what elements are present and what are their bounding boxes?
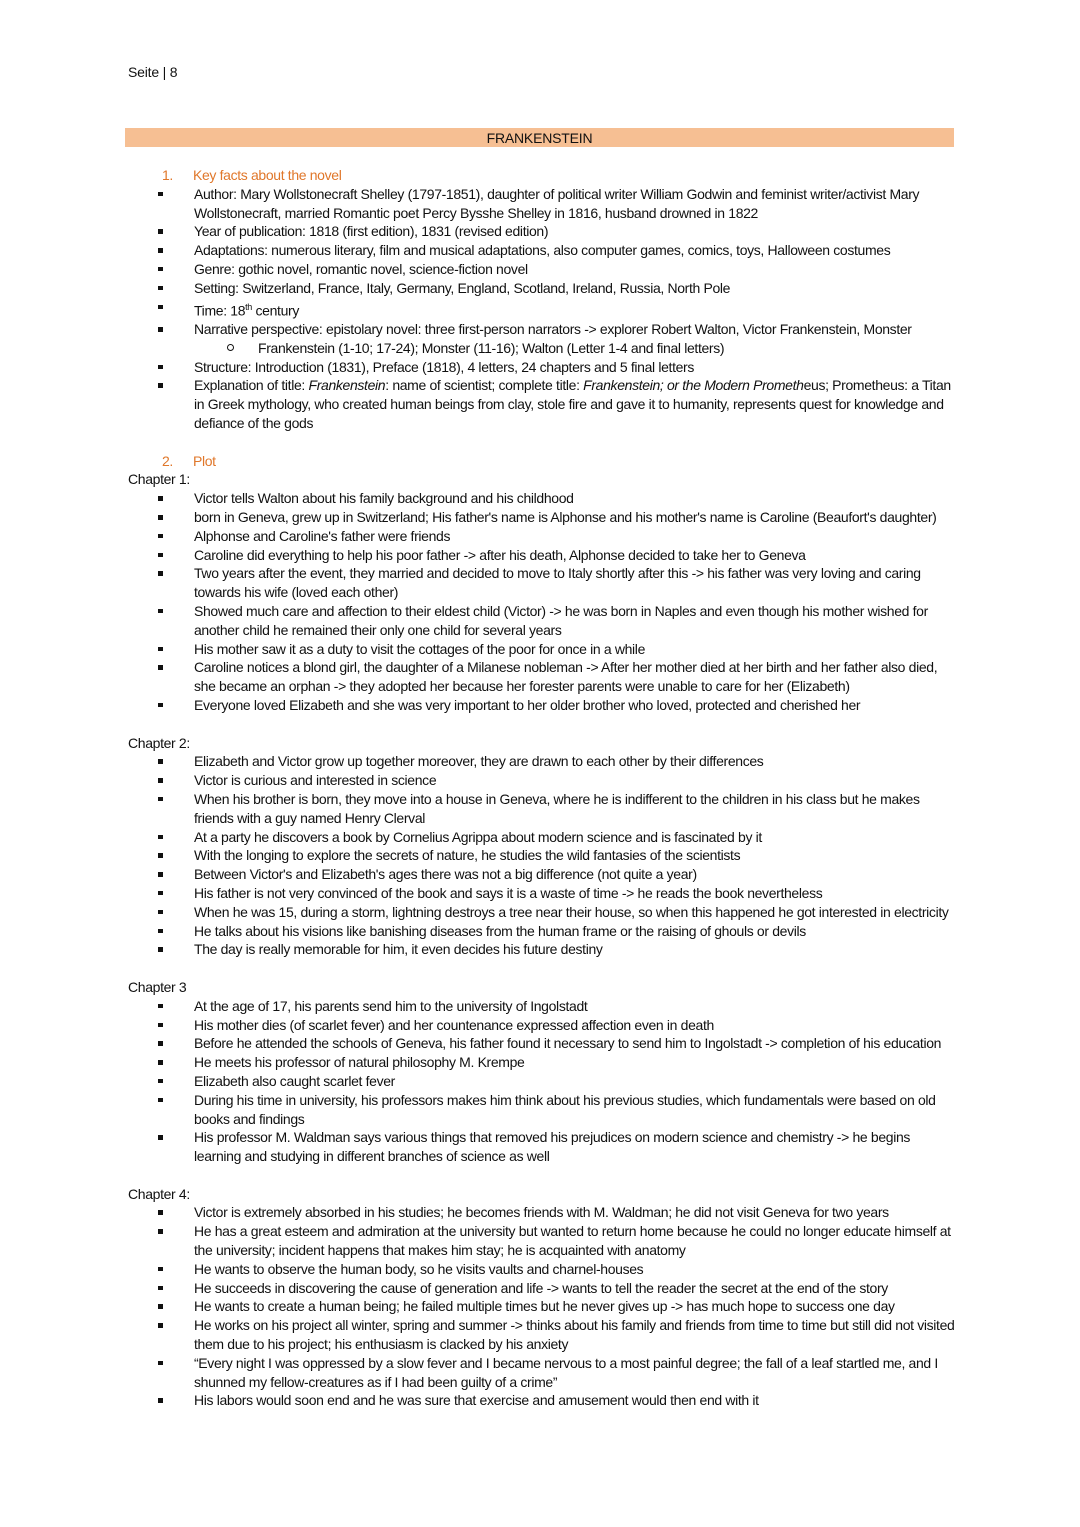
list-item: Structure: Introduction (1831), Preface (1818), 4 letters, 24 chapters and 5 final letters — [128, 358, 958, 377]
list-item: Victor is extremely absorbed in his studies; he becomes friends with M. Waldman; he did not visit Geneva for two years — [128, 1203, 958, 1222]
list-item: Adaptations: numerous literary, film and musical adaptations, also computer games, comics, toys, Halloween costumes — [128, 241, 958, 260]
list-item: born in Geneva, grew up in Switzerland; His father's name is Alphonse and his mother's name is Caroline (Beaufort's daughter) — [128, 508, 958, 527]
chapter-1 — [128, 470, 958, 714]
sub-list-item: Frankenstein (1-10; 17-24); Monster (11-16); Walton (Letter 1-4 and final letters) — [128, 339, 958, 358]
section-title: Plot — [193, 452, 216, 469]
document-title: FRANKENSTEIN — [486, 129, 593, 146]
list-item: His father is not very convinced of the book and says it is a waste of time -> he reads the book nevertheless — [128, 884, 958, 903]
list-item: With the longing to explore the secrets of nature, he studies the wild fantasies of the scientists — [128, 846, 958, 865]
list-item: He meets his professor of natural philosophy M. Krempe — [128, 1053, 958, 1072]
document-body — [128, 166, 958, 1410]
chapter-title: Chapter 3 — [128, 978, 187, 995]
time-superscript: th — [245, 301, 252, 312]
list-item: Before he attended the schools of Geneva, his father found it necessary to send him to Ingolstadt -> completion of his education — [128, 1034, 958, 1053]
chapter-4-list — [128, 1203, 958, 1410]
title-expl-italic: Frankenstein — [308, 377, 386, 394]
list-item: Elizabeth also caught scarlet fever — [128, 1072, 958, 1091]
time-suffix: century — [251, 302, 299, 319]
list-item: Everyone loved Elizabeth and she was very important to her older brother who loved, protected and cherished her — [128, 696, 958, 715]
chapter-title: Chapter 4: — [128, 1185, 190, 1202]
list-item: Setting: Switzerland, France, Italy, Germany, England, Scotland, Ireland, Russia, North Pole — [128, 279, 958, 298]
list-item: “Every night I was oppressed by a slow fever and I became nervous to a most painful degree; the fall of a leaf startled me, and I shunned my fellow-creatures as if I had been guilty of a crime” — [128, 1354, 958, 1392]
chapter-title: Chapter 2: — [128, 734, 190, 751]
title-expl-text: : name of scientist; complete title: — [385, 377, 584, 394]
list-item: Victor tells Walton about his family background and his childhood — [128, 489, 958, 508]
chapter-4 — [128, 1185, 958, 1411]
page-number: Seite | 8 — [128, 64, 178, 80]
section-title: Key facts about the novel — [193, 167, 342, 183]
list-item: The day is really memorable for him, it even decides his future destiny — [128, 940, 958, 959]
title-bar — [125, 128, 954, 147]
list-item: When he was 15, during a storm, lightning destroys a tree near their house, so when this happened he got interested in electricity — [128, 903, 958, 922]
list-item: Elizabeth and Victor grow up together moreover, they are drawn to each other by their differences — [128, 752, 958, 771]
list-item: His mother dies (of scarlet fever) and her countenance expressed affection even in death — [128, 1016, 958, 1035]
list-item: At the age of 17, his parents send him to the university of Ingolstadt — [128, 997, 958, 1016]
list-item — [128, 320, 958, 358]
title-expl-italic: Frankenstein; or the Modern Prometh — [583, 377, 804, 394]
chapter-2-list — [128, 752, 958, 959]
chapter-2 — [128, 734, 958, 960]
list-item: He has a great esteem and admiration at the university but wanted to return home because he could no longer educate himself at the university; incident happens that makes him stay; he is acquainted with anatomy — [128, 1222, 958, 1260]
title-expl-text: eus; Prometheus: a Titan in Greek mythology, who created human beings from clay, stole fire and gave it to humanity, represents quest for knowledge and defiance of the gods — [194, 377, 951, 432]
list-item: Caroline did everything to help his poor father -> after his death, Alphonse decided to take her to Geneva — [128, 546, 958, 565]
list-item-title-explanation — [128, 376, 958, 432]
section-heading-key-facts — [162, 166, 958, 185]
list-item: His professor M. Waldman says various things that removed his prejudices on modern science and chemistry -> he begins learning and studying in different branches of science as well — [128, 1128, 958, 1166]
section-number: 1. — [162, 167, 173, 183]
list-item: His labors would soon end and he was sure that exercise and amusement would then end with it — [128, 1391, 958, 1410]
list-item: Year of publication: 1818 (first edition), 1831 (revised edition) — [128, 222, 958, 241]
list-item: He works on his project all winter, spring and summer -> thinks about his family and friends from time to time but still did not visited them due to his project; his enthusiasm is clacked by his anxiety — [128, 1316, 958, 1354]
list-item: He talks about his visions like banishing diseases from the human frame or the raising of ghouls or devils — [128, 922, 958, 941]
chapter-3 — [128, 978, 958, 1166]
list-item: Showed much care and affection to their eldest child (Victor) -> he was born in Naples and even though his mother wished for another child he remained their only one child for several years — [128, 602, 958, 640]
list-item: Genre: gothic novel, romantic novel, science-fiction novel — [128, 260, 958, 279]
list-item-time — [128, 298, 958, 320]
chapter-title: Chapter 1: — [128, 471, 190, 488]
list-item: When his brother is born, they move into a house in Geneva, where he is indifferent to the children in his class but he makes friends with a guy named Henry Clerval — [128, 790, 958, 828]
narrative-perspective: Narrative perspective: epistolary novel: three first-person narrators -> explorer Robert Walton, Victor Frankenstein, Monster — [194, 321, 912, 338]
list-item: During his time in university, his professors makes him think about his previous studies, which fundamentals were based on old books and findings — [128, 1091, 958, 1129]
list-item: He wants to observe the human body, so he visits vaults and charnel-houses — [128, 1260, 958, 1279]
section-number: 2. — [162, 452, 173, 469]
list-item: Caroline notices a blond girl, the daughter of a Milanese nobleman -> After her mother died at her birth and her father also died, she became an orphan -> they adopted her because her forester parents were unable to care for her (Elizabeth) — [128, 658, 958, 696]
chapter-3-list — [128, 997, 958, 1166]
list-item: He succeeds in discovering the cause of generation and life -> wants to tell the reader the secret at the end of the story — [128, 1279, 958, 1298]
time-prefix: Time: 18 — [194, 302, 246, 319]
list-item: Alphonse and Caroline's father were friends — [128, 527, 958, 546]
chapter-1-list — [128, 489, 958, 715]
list-item: His mother saw it as a duty to visit the cottages of the poor for once in a while — [128, 640, 958, 659]
list-item: Author: Mary Wollstonecraft Shelley (1797-1851), daughter of political writer William Godwin and feminist writer/activist Mary Wollstonecraft, married Romantic poet Percy Bysshe Shelley in 1816, husband drowned in 1822 — [128, 185, 958, 223]
list-item: Between Victor's and Elizabeth's ages there was not a big difference (not quite a year) — [128, 865, 958, 884]
list-item: Victor is curious and interested in science — [128, 771, 958, 790]
list-item: Two years after the event, they married and decided to move to Italy shortly after this -> his father was very loving and caring towards his wife (loved each other) — [128, 564, 958, 602]
key-facts-list — [128, 185, 958, 433]
title-expl-text: Explanation of title: — [194, 377, 309, 394]
list-item: At a party he discovers a book by Cornelius Agrippa about modern science and is fascinated by it — [128, 828, 958, 847]
section-heading-plot — [162, 452, 958, 471]
list-item: He wants to create a human being; he failed multiple times but he never gives up -> has much hope to success one day — [128, 1297, 958, 1316]
